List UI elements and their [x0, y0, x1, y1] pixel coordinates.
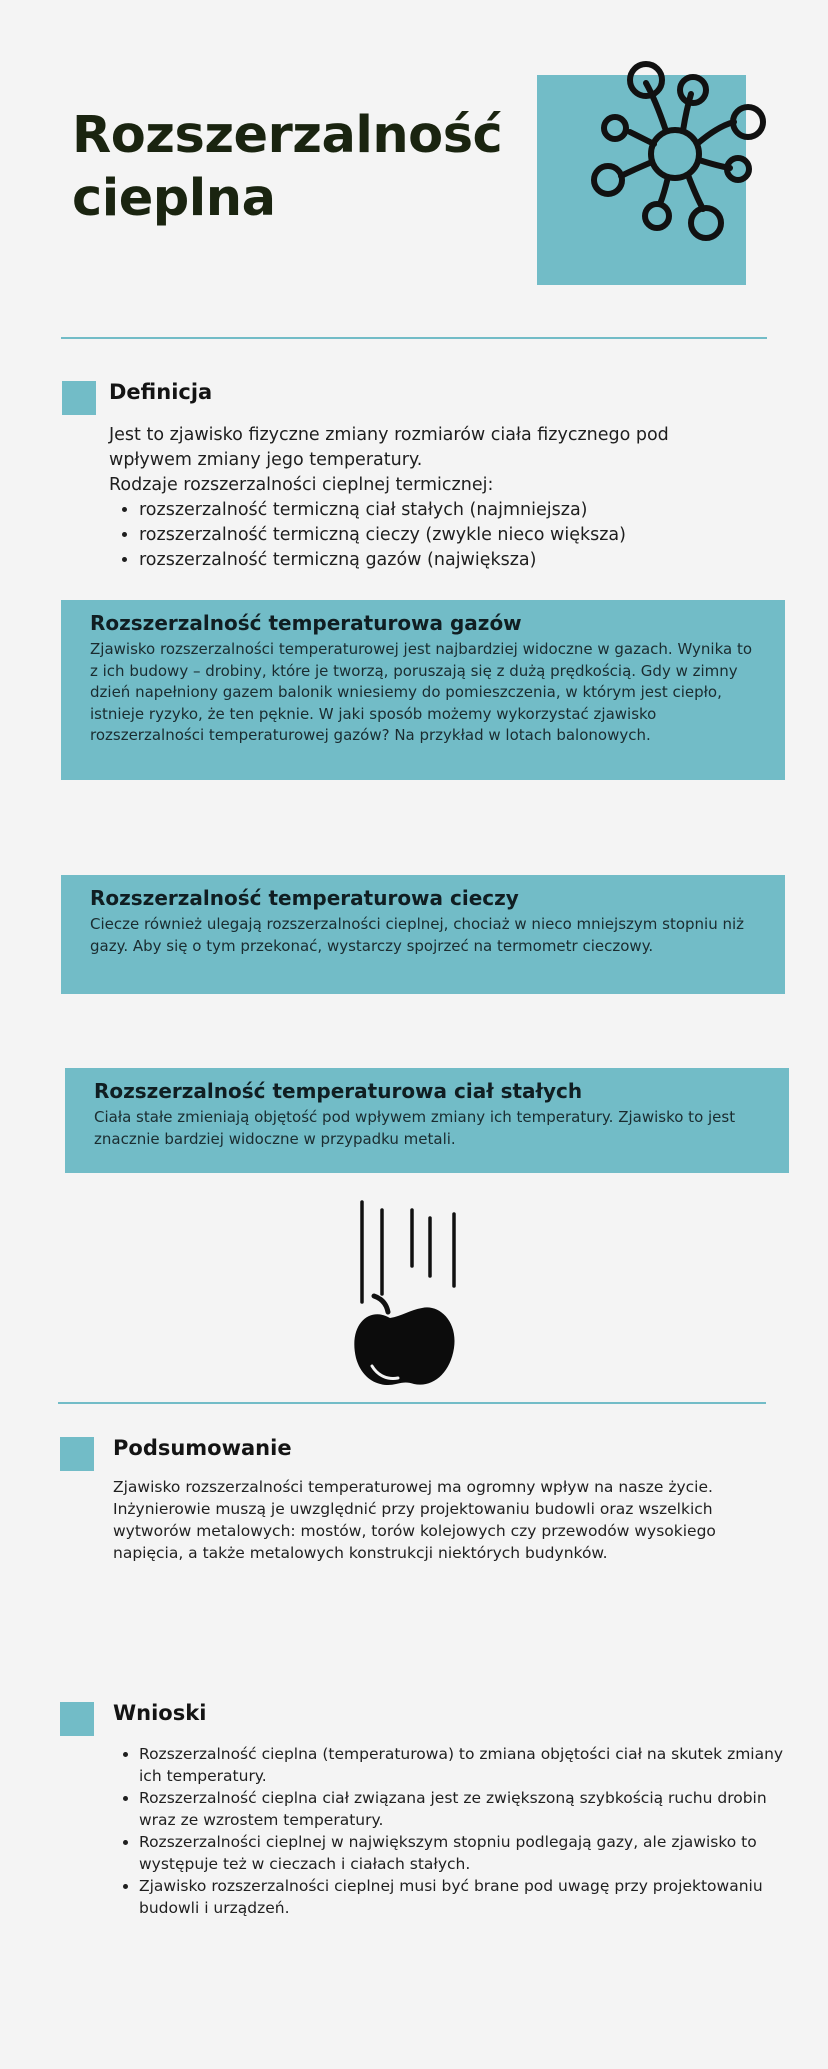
gases-text: Zjawisko rozszerzalności temperaturowej jest najbardziej widoczne w gazach. Wynika to z ich budowy – drobiny, które je tworzą, poruszają się z dużą prędkością. Gdy w zimny dzień napełniony gazem balonik wniesiemy do pomieszczenia, w którym jest ciepło, istnieje ryzyko, że ten pęknie. W jaki sposób możemy wykorzystać zjawisko rozszerzalności temperaturowej gazów? Na przykład w lotach balonowych. [90, 640, 753, 744]
summary-marker [60, 1437, 94, 1471]
list-item: • rozszerzalność termiczną ciał stałych (najmniejsza) [139, 498, 749, 523]
definition-heading: Definicja [109, 380, 213, 404]
list-item: • Rozszerzalności cieplnej w największym stopniu podlegają gazy, ale zjawisko to występuje też w cieczach i ciałach stałych. [139, 1831, 799, 1875]
list-item: • rozszerzalność termiczną cieczy (zwykle nieco większa) [139, 523, 749, 548]
definition-list [109, 498, 749, 573]
liquids-heading: Rozszerzalność temperaturowa cieczy [90, 886, 519, 910]
conclusions-list [113, 1743, 799, 1919]
list-item: • rozszerzalność termiczną gazów (największa) [139, 548, 749, 573]
solids-text: Ciała stałe zmieniają objętość pod wpływem zmiany ich temperatury. Zjawisko to jest znacznie bardziej widoczne w przypadku metali. [94, 1108, 736, 1148]
definition-body [109, 423, 749, 573]
definition-line1: Jest to zjawisko fizyczne zmiany rozmiarów ciała fizycznego pod wpływem zmiany jego temperatury. [109, 425, 669, 470]
definition-line2: Rodzaje rozszerzalności cieplnej termicznej: [109, 475, 494, 495]
page-title-line2: cieplna [72, 169, 276, 228]
divider-top [61, 337, 767, 339]
gases-card [61, 600, 785, 780]
list-item: • Zjawisko rozszerzalności cieplnej musi być brane pod uwagę przy projektowaniu budowli i urządzeń. [139, 1875, 799, 1919]
solids-heading: Rozszerzalność temperaturowa ciał stałych [94, 1079, 583, 1103]
summary-text: Zjawisko rozszerzalności temperaturowej ma ogromny wpływ na nasze życie. Inżynierowie muszą je uwzględnić przy projektowaniu budowli oraz wszelkich wytworów metalowych: mostów, torów kolejowych czy przewodów wysokiego napięcia, a także metalowych konstrukcji niektórych budynków. [113, 1478, 716, 1562]
list-item: • Rozszerzalność cieplna ciał związana jest ze zwiększoną szybkością ruchu drobin wraz ze wzrostem temperatury. [139, 1787, 799, 1831]
page-title-line1: Rozszerzalność [72, 106, 503, 165]
list-item: • Rozszerzalność cieplna (temperaturowa) to zmiana objętości ciał na skutek zmiany ich temperatury. [139, 1743, 799, 1787]
summary-heading: Podsumowanie [113, 1436, 292, 1460]
gases-heading: Rozszerzalność temperaturowa gazów [90, 611, 522, 635]
definition-marker [62, 381, 96, 415]
page-title [72, 104, 542, 230]
solids-card [65, 1068, 789, 1173]
liquids-text: Ciecze również ulegają rozszerzalności cieplnej, chociaż w nieco mniejszym stopniu niż gazy. Aby się o tym przekonać, wystarczy spojrzeć na termometr cieczowy. [90, 915, 745, 955]
conclusions-heading: Wnioski [113, 1701, 207, 1725]
falling-apple-icon [350, 1198, 480, 1393]
liquids-card [61, 875, 785, 994]
conclusions-marker [60, 1702, 94, 1736]
network-nodes-icon [578, 56, 768, 256]
divider-middle [58, 1402, 766, 1404]
